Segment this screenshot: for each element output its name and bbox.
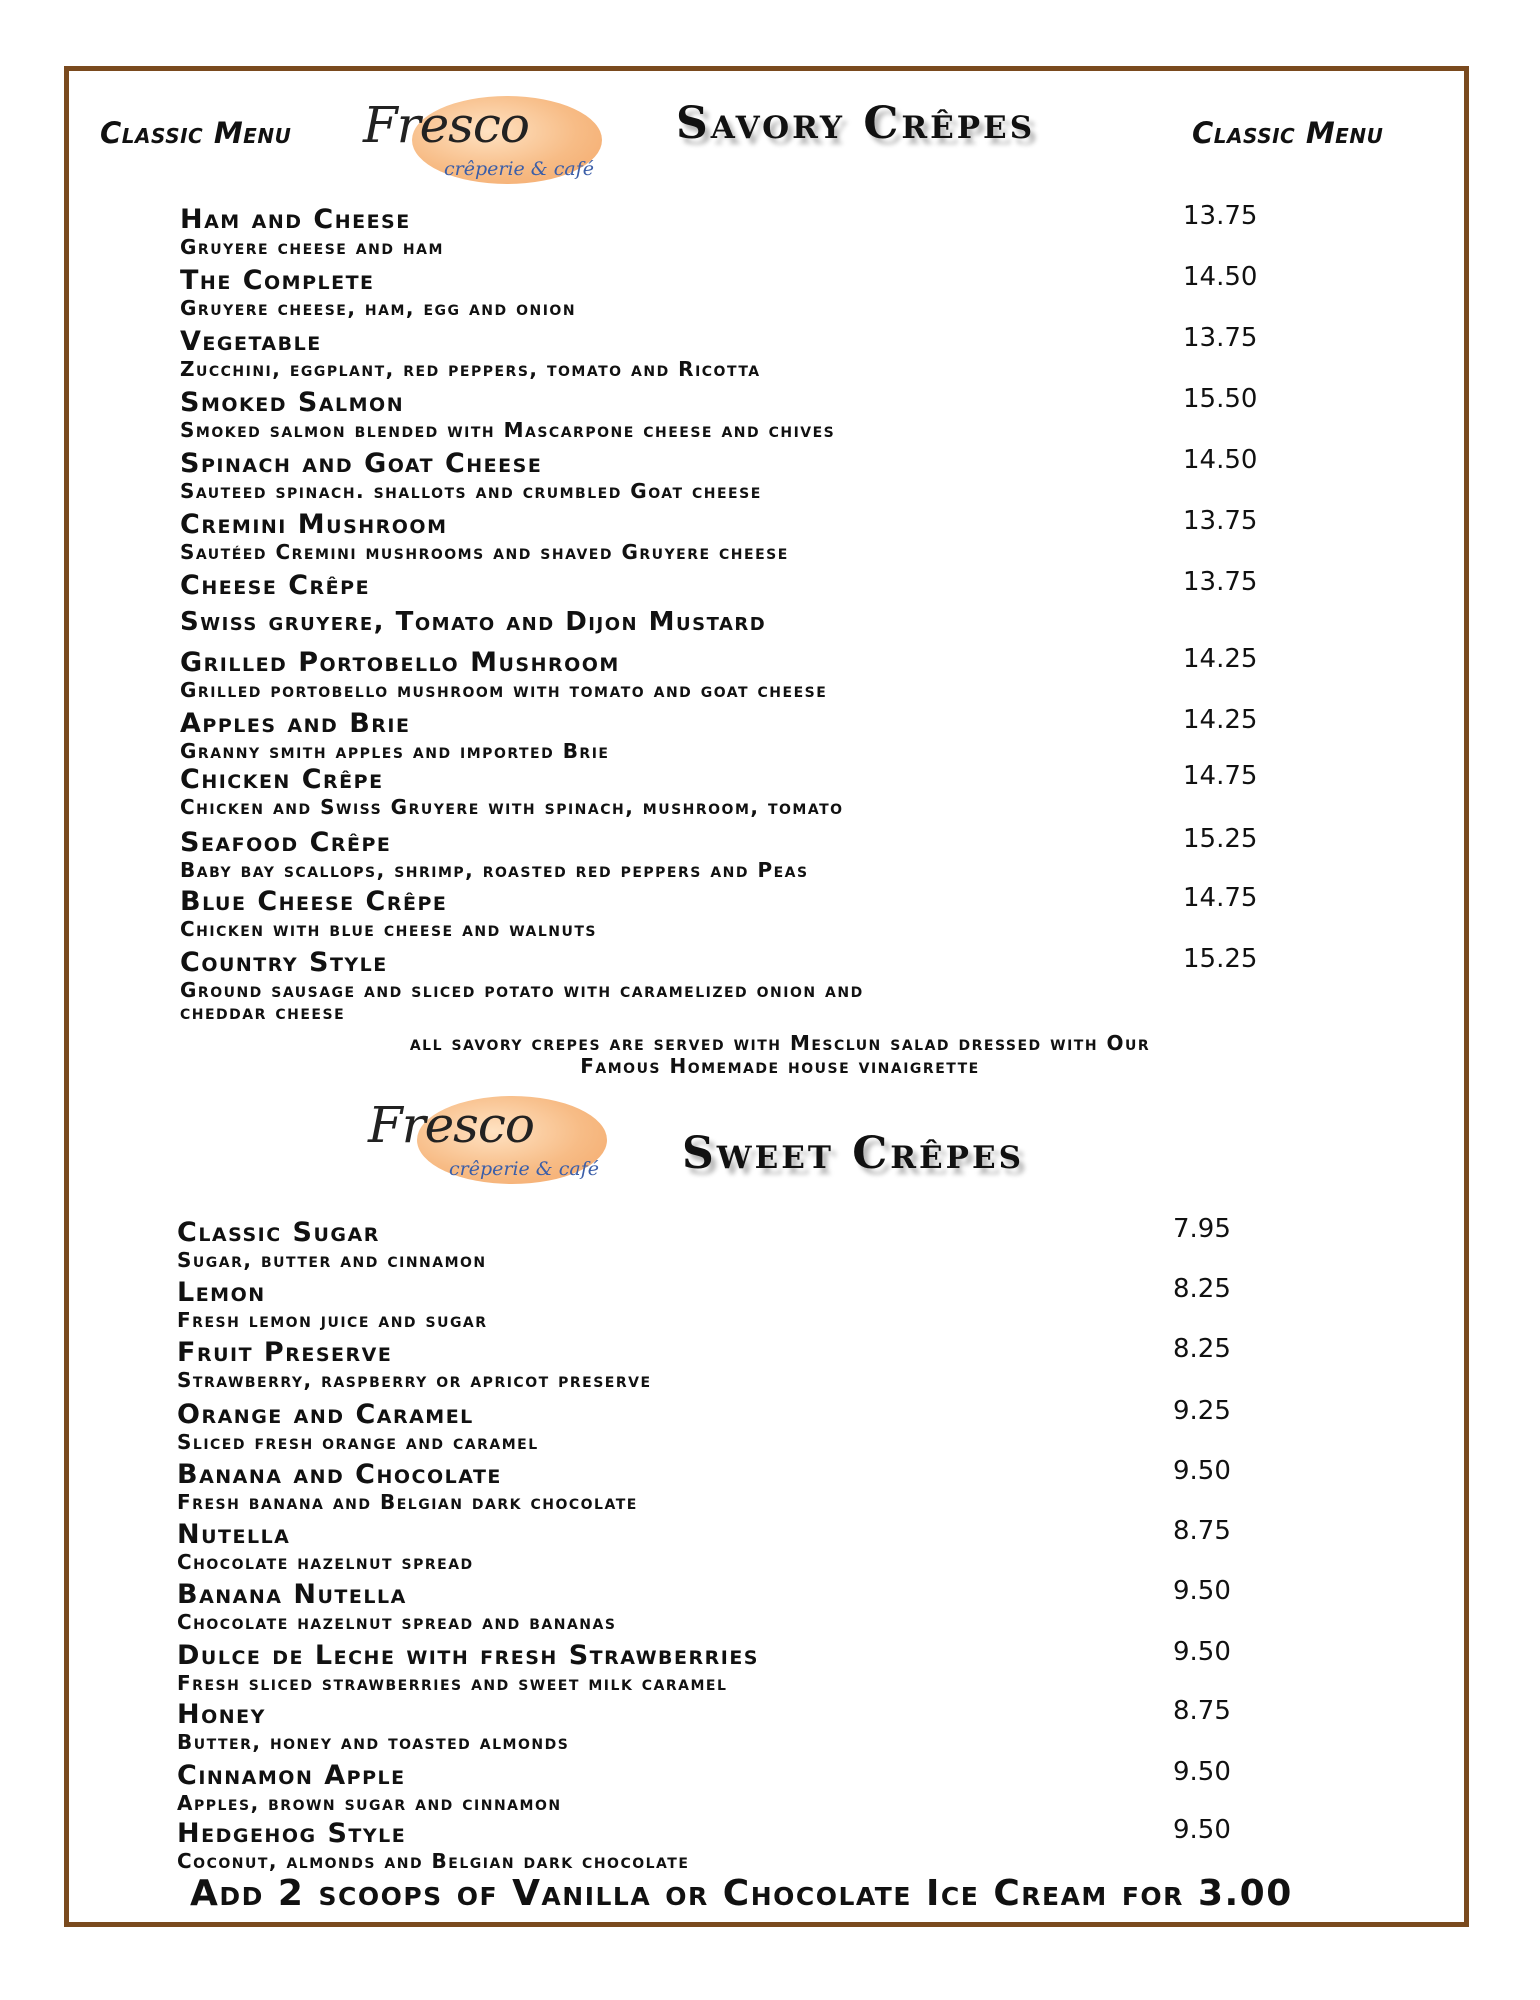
menu-item xyxy=(180,323,1320,381)
item-name: Chicken Crêpe xyxy=(180,764,384,795)
logo-script: Fresco xyxy=(368,1096,534,1154)
item-description: Chicken with blue cheese and walnuts xyxy=(180,917,597,941)
item-name: Ham and Cheese xyxy=(180,204,411,235)
item-name: Cheese Crêpe xyxy=(180,570,371,601)
item-name: Vegetable xyxy=(180,326,322,357)
menu-item xyxy=(177,1274,1317,1332)
item-name: Fruit Preserve xyxy=(177,1337,393,1368)
sweet-heading: Sweet Crêpes xyxy=(682,1128,1024,1179)
menu-item xyxy=(180,824,1320,882)
menu-item xyxy=(180,644,1320,702)
item-description: Zucchini, eggplant, red peppers, tomato and Ricotta xyxy=(180,357,761,381)
item-price: 15.25 xyxy=(1183,824,1258,854)
item-description: Fresh lemon juice and sugar xyxy=(177,1308,488,1332)
item-description: Sugar, butter and cinnamon xyxy=(177,1248,487,1272)
item-price: 13.75 xyxy=(1183,567,1258,597)
item-description: Strawberry, raspberry or apricot preserve xyxy=(177,1368,652,1392)
item-description: Swiss gruyere, Tomato and Dijon Mustard xyxy=(180,607,767,637)
item-price: 14.75 xyxy=(1183,883,1258,913)
menu-item xyxy=(177,1456,1317,1514)
menu-item xyxy=(177,1815,1317,1873)
item-name: Cremini Mushroom xyxy=(180,509,448,540)
item-price: 9.50 xyxy=(1173,1757,1231,1787)
item-price: 8.75 xyxy=(1173,1696,1231,1726)
logo-subtitle: crêperie & café xyxy=(448,1158,599,1180)
item-name: Blue Cheese Crêpe xyxy=(180,886,448,917)
item-price: 9.50 xyxy=(1173,1637,1231,1667)
menu-item xyxy=(177,1396,1317,1454)
menu-item xyxy=(180,761,1320,819)
item-price: 13.75 xyxy=(1183,201,1258,231)
item-description: Grilled portobello mushroom with tomato and goat cheese xyxy=(180,678,828,702)
menu-item xyxy=(180,445,1320,503)
item-price: 7.95 xyxy=(1173,1214,1231,1244)
item-price: 14.50 xyxy=(1183,445,1258,475)
item-name: Spinach and Goat Cheese xyxy=(180,448,543,479)
item-description: Gruyere cheese and ham xyxy=(180,235,444,259)
menu-item xyxy=(177,1214,1317,1272)
logo-subtitle: crêperie & café xyxy=(443,158,594,180)
item-name: Country Style xyxy=(180,947,388,978)
menu-item xyxy=(180,705,1320,763)
item-name: Apples and Brie xyxy=(180,708,411,739)
savory-note: all savory crepes are served with Mesclun salad dressed with Our Famous Homemade house vinaigrette xyxy=(409,1031,1151,1078)
item-price: 9.25 xyxy=(1173,1396,1231,1426)
item-name: Cinnamon Apple xyxy=(177,1760,406,1791)
menu-item xyxy=(180,201,1320,259)
savory-heading: Savory Crêpes xyxy=(676,98,1036,149)
item-description: Baby bay scallops, shrimp, roasted red peppers and Peas xyxy=(180,858,809,882)
item-description: Fresh sliced strawberries and sweet milk caramel xyxy=(177,1671,728,1695)
item-name: Lemon xyxy=(177,1277,266,1308)
item-price: 9.50 xyxy=(1173,1456,1231,1486)
item-description: Butter, honey and toasted almonds xyxy=(177,1730,570,1754)
menu-item xyxy=(177,1757,1317,1815)
menu-item xyxy=(180,883,1320,941)
menu-item xyxy=(177,1334,1317,1392)
menu-item xyxy=(177,1576,1317,1634)
item-description: Chocolate hazelnut spread and bananas xyxy=(177,1610,617,1634)
item-description: Chicken and Swiss Gruyere with spinach, mushroom, tomato xyxy=(180,795,844,819)
item-description: Ground sausage and sliced potato with caramelized onion and cheddar cheese xyxy=(180,978,864,1024)
classic-menu-label-right: Classic Menu xyxy=(1192,116,1384,150)
ice-cream-addon: Add 2 scoops of Vanilla or Chocolate Ice Cream for 3.00 xyxy=(190,1873,1293,1914)
item-name: Hedgehog Style xyxy=(177,1818,407,1849)
item-description: Chocolate hazelnut spread xyxy=(177,1550,474,1574)
item-name: Banana and Chocolate xyxy=(177,1459,502,1490)
item-price: 13.75 xyxy=(1183,323,1258,353)
item-name: Banana Nutella xyxy=(177,1579,407,1610)
item-description: Granny smith apples and imported Brie xyxy=(180,739,610,763)
item-price: 14.75 xyxy=(1183,761,1258,791)
item-price: 8.25 xyxy=(1173,1274,1231,1304)
item-description: Smoked salmon blended with Mascarpone cheese and chives xyxy=(180,418,836,442)
menu-item xyxy=(177,1516,1317,1574)
item-name: Smoked Salmon xyxy=(180,387,405,418)
fresco-logo-top xyxy=(357,92,602,190)
classic-menu-label-left: Classic Menu xyxy=(100,116,292,150)
item-price: 14.50 xyxy=(1183,262,1258,292)
item-name: Orange and Caramel xyxy=(177,1399,474,1430)
menu-item xyxy=(180,384,1320,442)
logo-script: Fresco xyxy=(363,96,529,154)
item-description: Sautéed Cremini mushrooms and shaved Gruyere cheese xyxy=(180,540,789,564)
item-name: Classic Sugar xyxy=(177,1217,380,1248)
item-price: 14.25 xyxy=(1183,705,1258,735)
menu-item xyxy=(180,944,1320,1024)
item-name: The Complete xyxy=(180,265,375,296)
item-description: Fresh banana and Belgian dark chocolate xyxy=(177,1490,638,1514)
item-name: Grilled Portobello Mushroom xyxy=(180,647,620,678)
item-name: Honey xyxy=(177,1699,266,1730)
item-description: Apples, brown sugar and cinnamon xyxy=(177,1791,562,1815)
menu-item xyxy=(180,567,1320,637)
item-price: 9.50 xyxy=(1173,1815,1231,1845)
menu-item xyxy=(180,506,1320,564)
item-price: 15.25 xyxy=(1183,944,1258,974)
item-description: Gruyere cheese, ham, egg and onion xyxy=(180,296,577,320)
fresco-logo-bottom xyxy=(362,1092,607,1190)
item-price: 15.50 xyxy=(1183,384,1258,414)
menu-item xyxy=(177,1637,1317,1695)
item-name: Seafood Crêpe xyxy=(180,827,392,858)
item-description: Sliced fresh orange and caramel xyxy=(177,1430,539,1454)
item-description: Sauteed spinach. shallots and crumbled Goat cheese xyxy=(180,479,762,503)
item-price: 8.25 xyxy=(1173,1334,1231,1364)
item-price: 13.75 xyxy=(1183,506,1258,536)
menu-item xyxy=(177,1696,1317,1754)
item-name: Dulce de Leche with fresh Strawberries xyxy=(177,1640,759,1671)
item-description: Coconut, almonds and Belgian dark chocolate xyxy=(177,1849,690,1873)
item-name: Nutella xyxy=(177,1519,291,1550)
menu-item xyxy=(180,262,1320,320)
item-price: 8.75 xyxy=(1173,1516,1231,1546)
item-price: 14.25 xyxy=(1183,644,1258,674)
item-price: 9.50 xyxy=(1173,1576,1231,1606)
